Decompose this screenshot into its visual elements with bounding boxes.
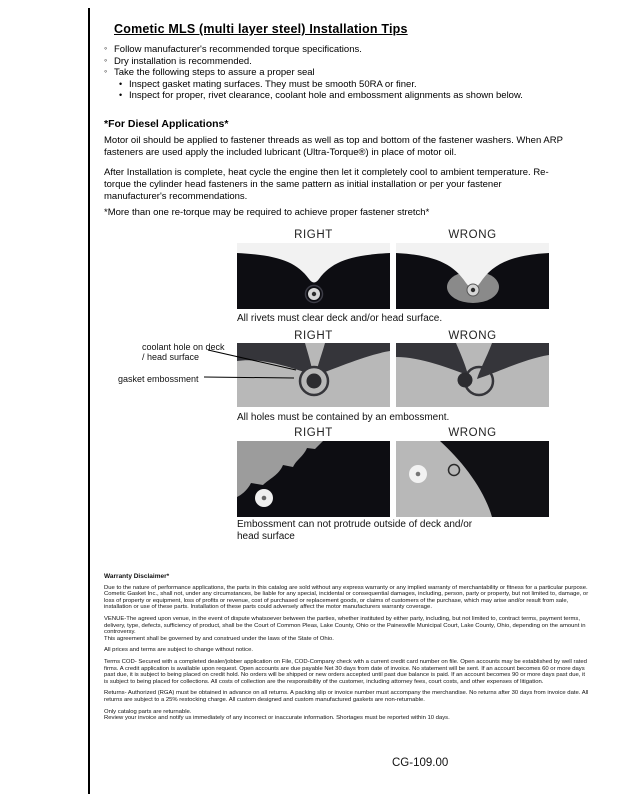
right-column-label: RIGHT (294, 427, 333, 439)
warranty-paragraph: Review your invoice and notify us immediately of any incorrect or inaccurate information. Shortages must be reported within 10 days. (104, 715, 450, 722)
list-item (104, 44, 590, 55)
warranty-paragraph: All prices and terms are subject to change without notice. (104, 647, 253, 654)
figure-rivet-clearance (0, 229, 618, 329)
warranty-paragraph: Returns- Authorized (RGA) must be obtained in advance on all returns. A packing slip or invoice number must accompany the merchandise. No returns after 30 days from invoice date. All returns are subject to a 25% restocking charge. All custom designed and custom manufactured gaskets are non-returnable. (104, 690, 589, 703)
bullet-text: Dry installation is recommended. (114, 55, 252, 67)
protrusion-wrong-diagram (396, 441, 549, 517)
embossment-wrong-diagram (396, 343, 549, 407)
gasket-embossment-callout: gasket embossment (118, 374, 199, 384)
warranty-paragraph: VENUE-The agreed upon venue, in the event of dispute whatsoever between the parties, whether instituted by either party, including, but not limited to, contract terms, payment terms, delivery, type, defects, sufficiency of product, shall be the Court of Common Pleas, Lake County, Ohio or the Painesville Municipal Court, Lake County, Ohio, depending on the amount in controversy. (104, 615, 586, 636)
list-item (104, 67, 590, 78)
list-subitem (119, 90, 590, 101)
wrong-column-label: WRONG (448, 427, 497, 439)
warranty-disclaimer-section (104, 574, 590, 722)
wrong-column-label: WRONG (448, 229, 497, 241)
warranty-paragraph: Only catalog parts are returnable. (104, 708, 192, 715)
diesel-applications-heading: *For Diesel Applications* (104, 118, 229, 130)
tips-list (104, 44, 590, 102)
bullet-text: Follow manufacturer's recommended torque specifications. (114, 44, 362, 55)
page-title: Cometic MLS (multi layer steel) Installation Tips (114, 22, 408, 36)
bullet-text: Inspect gasket mating surfaces. They must be smooth 50RA or finer. (129, 78, 417, 90)
coolant-hole-callout: coolant hole on deck / head surface (142, 342, 225, 362)
warranty-paragraph: Terms COD- Secured with a completed dealer/jobber application on File, COD-Company check with a current credit card number on file. Open accounts may be established by well rated firms. A credit application is available upon request. Open accounts are due payable Net 30 days from date of invoice. No statement will be sent. If an account becomes 60 or more days past due, it is subject to being placed on credit hold. No orders will be shipped or new orders accepted until past due balance is paid. If an account becomes 90 or more days past due, it is subject to being placed for collections. All costs of collection are the responsibility of the customer, including attorney fees, court costs, and other expenses of litigation. (104, 658, 587, 685)
warranty-heading: Warranty Disclaimer* (104, 573, 170, 580)
bullet-text: Take the following steps to assure a proper seal (114, 67, 315, 78)
warranty-paragraph: This agreement shall be governed by and construed under the laws of the State of Ohio. (104, 635, 334, 642)
figure-hole-embossment (0, 330, 618, 427)
bullet-text: Inspect for proper, rivet clearance, coolant hole and embossment alignments as shown below. (129, 90, 523, 101)
warranty-paragraph: Due to the nature of performance applications, the parts in this catalog are sold without any express warranty or any implied warranty of merchantability or fitness for a particular purpose. Cometic Gasket Inc., shall not, under any circumstances, be liable for any special, incidental or consequential damages, including, person, party or property, but not limited to, damage, or loss of property or equipment, loss of profits or revenue, cost of purchased or replacement goods, or claims of customers of the purchase, which may arise and/or result from sale, installation or use of these parts. Installation of these parts could adversely affect the motor manufacturers warranty coverage. (104, 584, 589, 611)
diesel-paragraph-1: Motor oil should be applied to fastener threads as well as top and bottom of the fastener washers. When ARP fasteners are used apply the included lubricant (Ultra-Torque®) in place of motor oil. (104, 135, 563, 158)
catalog-page-code: CG-109.00 (392, 757, 449, 769)
wrong-column-label: WRONG (448, 330, 497, 342)
figure-caption: All rivets must clear deck and/or head surface. (237, 313, 443, 324)
callout-pointer-lines (200, 348, 300, 384)
rivet-right-diagram (237, 243, 390, 309)
figure-caption: Embossment can not protrude outside of deck and/or head surface (237, 519, 473, 542)
figure-caption: All holes must be contained by an embossment. (237, 412, 450, 423)
list-subitem (119, 79, 590, 90)
figure-embossment-protrusion (0, 427, 618, 547)
right-column-label: RIGHT (294, 229, 333, 241)
retorque-note: *More than one re-torque may be required to achieve proper fastener stretch* (104, 207, 430, 218)
protrusion-right-diagram (237, 441, 390, 517)
rivet-wrong-diagram (396, 243, 549, 309)
right-column-label: RIGHT (294, 330, 333, 342)
diesel-paragraph-2: After Installation is complete, heat cycle the engine then let it completely cool to ambient temperature. Re-torque the cylinder head fasteners in the same pattern as initial installation or per your fastener manufacturer's recommendations. (104, 167, 549, 202)
list-item (104, 56, 590, 67)
